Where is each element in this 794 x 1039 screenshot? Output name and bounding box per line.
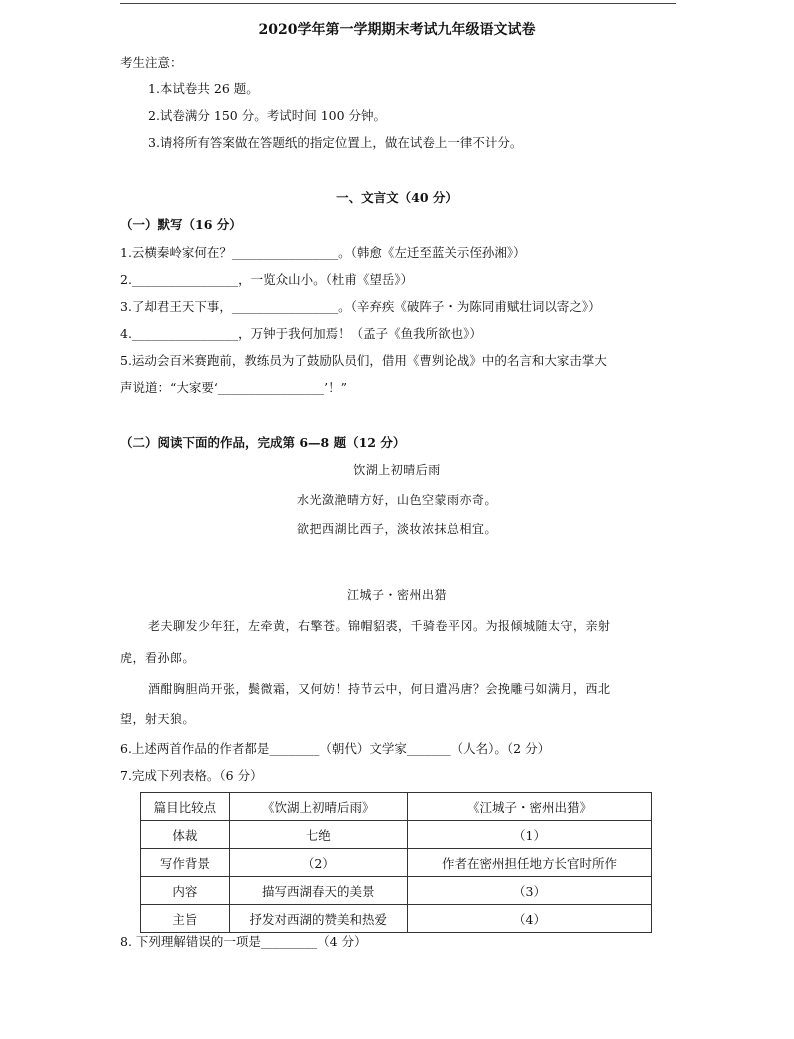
notice-item: 2.试卷满分 150 分。考试时间 100 分钟。 — [148, 108, 387, 123]
table-row — [141, 849, 652, 877]
notice-item: 1.本试卷共 26 题。 — [148, 81, 259, 96]
table-cell: 主旨 — [141, 905, 230, 933]
question-1: 1.云横秦岭家何在？_________________。（韩愈《左迁至蓝关示侄孙湘》） — [120, 245, 526, 260]
table-cell: （2） — [229, 849, 407, 877]
poem-line: 水光潋滟晴方好，山色空蒙雨亦奇。 — [296, 493, 497, 507]
exam-title: 2020学年第一学期期末考试九年级语文试卷 — [258, 22, 536, 38]
table-cell: （4） — [407, 905, 651, 933]
comparison-table — [140, 792, 652, 933]
poem-line: 虎，看孙郎。 — [120, 651, 196, 665]
table-cell: （3） — [407, 877, 651, 905]
table-header-cell: 《饮湖上初晴后雨》 — [229, 793, 407, 821]
table-cell: 体裁 — [141, 821, 230, 849]
table-cell: 抒发对西湖的赞美和热爱 — [229, 905, 407, 933]
table-cell: 内容 — [141, 877, 230, 905]
question-3: 3.了却君王天下事，_________________。（辛弃疾《破阵子・为陈同甫赋壮词以寄之》） — [120, 299, 601, 314]
notice-heading: 考生注意： — [120, 55, 183, 70]
poem-line: 老夫聊发少年狂，左牵黄，右擎苍。锦帽貂裘，千骑卷平冈。为报倾城随太守，亲射 — [148, 619, 611, 633]
question-8: 8. 下列理解错误的一项是_________（4 分） — [120, 934, 367, 949]
question-4: 4._________________，万钟于我何加焉！（孟子《鱼我所欲也》） — [120, 326, 482, 341]
question-6: 6.上述两首作品的作者都是________（朝代）文学家_______（人名）。（2 分） — [120, 741, 551, 756]
part-title: （二）阅读下面的作品，完成第 6—8 题（12 分） — [120, 435, 406, 450]
poem-title: 江城子・密州出猎 — [346, 588, 447, 602]
notice-item: 3.请将所有答案做在答题纸的指定位置上，做在试卷上一律不计分。 — [148, 135, 523, 150]
part-title: （一）默写（16 分） — [120, 217, 242, 232]
table-header-cell: 篇目比较点 — [141, 793, 230, 821]
top-rule — [120, 3, 676, 4]
table-header-cell: 《江城子・密州出猎》 — [407, 793, 651, 821]
table-cell: 描写西湖春天的美景 — [229, 877, 407, 905]
table-row — [141, 877, 652, 905]
poem-line: 欲把西湖比西子，淡妆浓抹总相宜。 — [296, 522, 497, 536]
table-cell: （1） — [407, 821, 651, 849]
section-title: 一、文言文（40 分） — [336, 190, 458, 205]
question-7: 7.完成下列表格。（6 分） — [120, 768, 263, 783]
table-header-row — [141, 793, 652, 821]
table-row — [141, 905, 652, 933]
question-2: 2._________________，一览众山小。（杜甫《望岳》） — [120, 272, 414, 287]
table-cell: 作者在密州担任地方长官时所作 — [407, 849, 651, 877]
question-5-cont: 声说道：“大家要‘_________________’！” — [120, 380, 347, 395]
question-5: 5.运动会百米赛跑前，教练员为了鼓励队员们，借用《曹刿论战》中的名言和大家击掌大 — [120, 353, 607, 368]
poem-line: 酒酣胸胆尚开张，鬓微霜，又何妨！持节云中，何日遣冯唐？会挽雕弓如满月，西北 — [148, 682, 611, 696]
table-cell: 七绝 — [229, 821, 407, 849]
poem-line: 望，射天狼。 — [120, 712, 196, 726]
poem-title: 饮湖上初晴后雨 — [353, 463, 441, 477]
table-row — [141, 821, 652, 849]
table-cell: 写作背景 — [141, 849, 230, 877]
